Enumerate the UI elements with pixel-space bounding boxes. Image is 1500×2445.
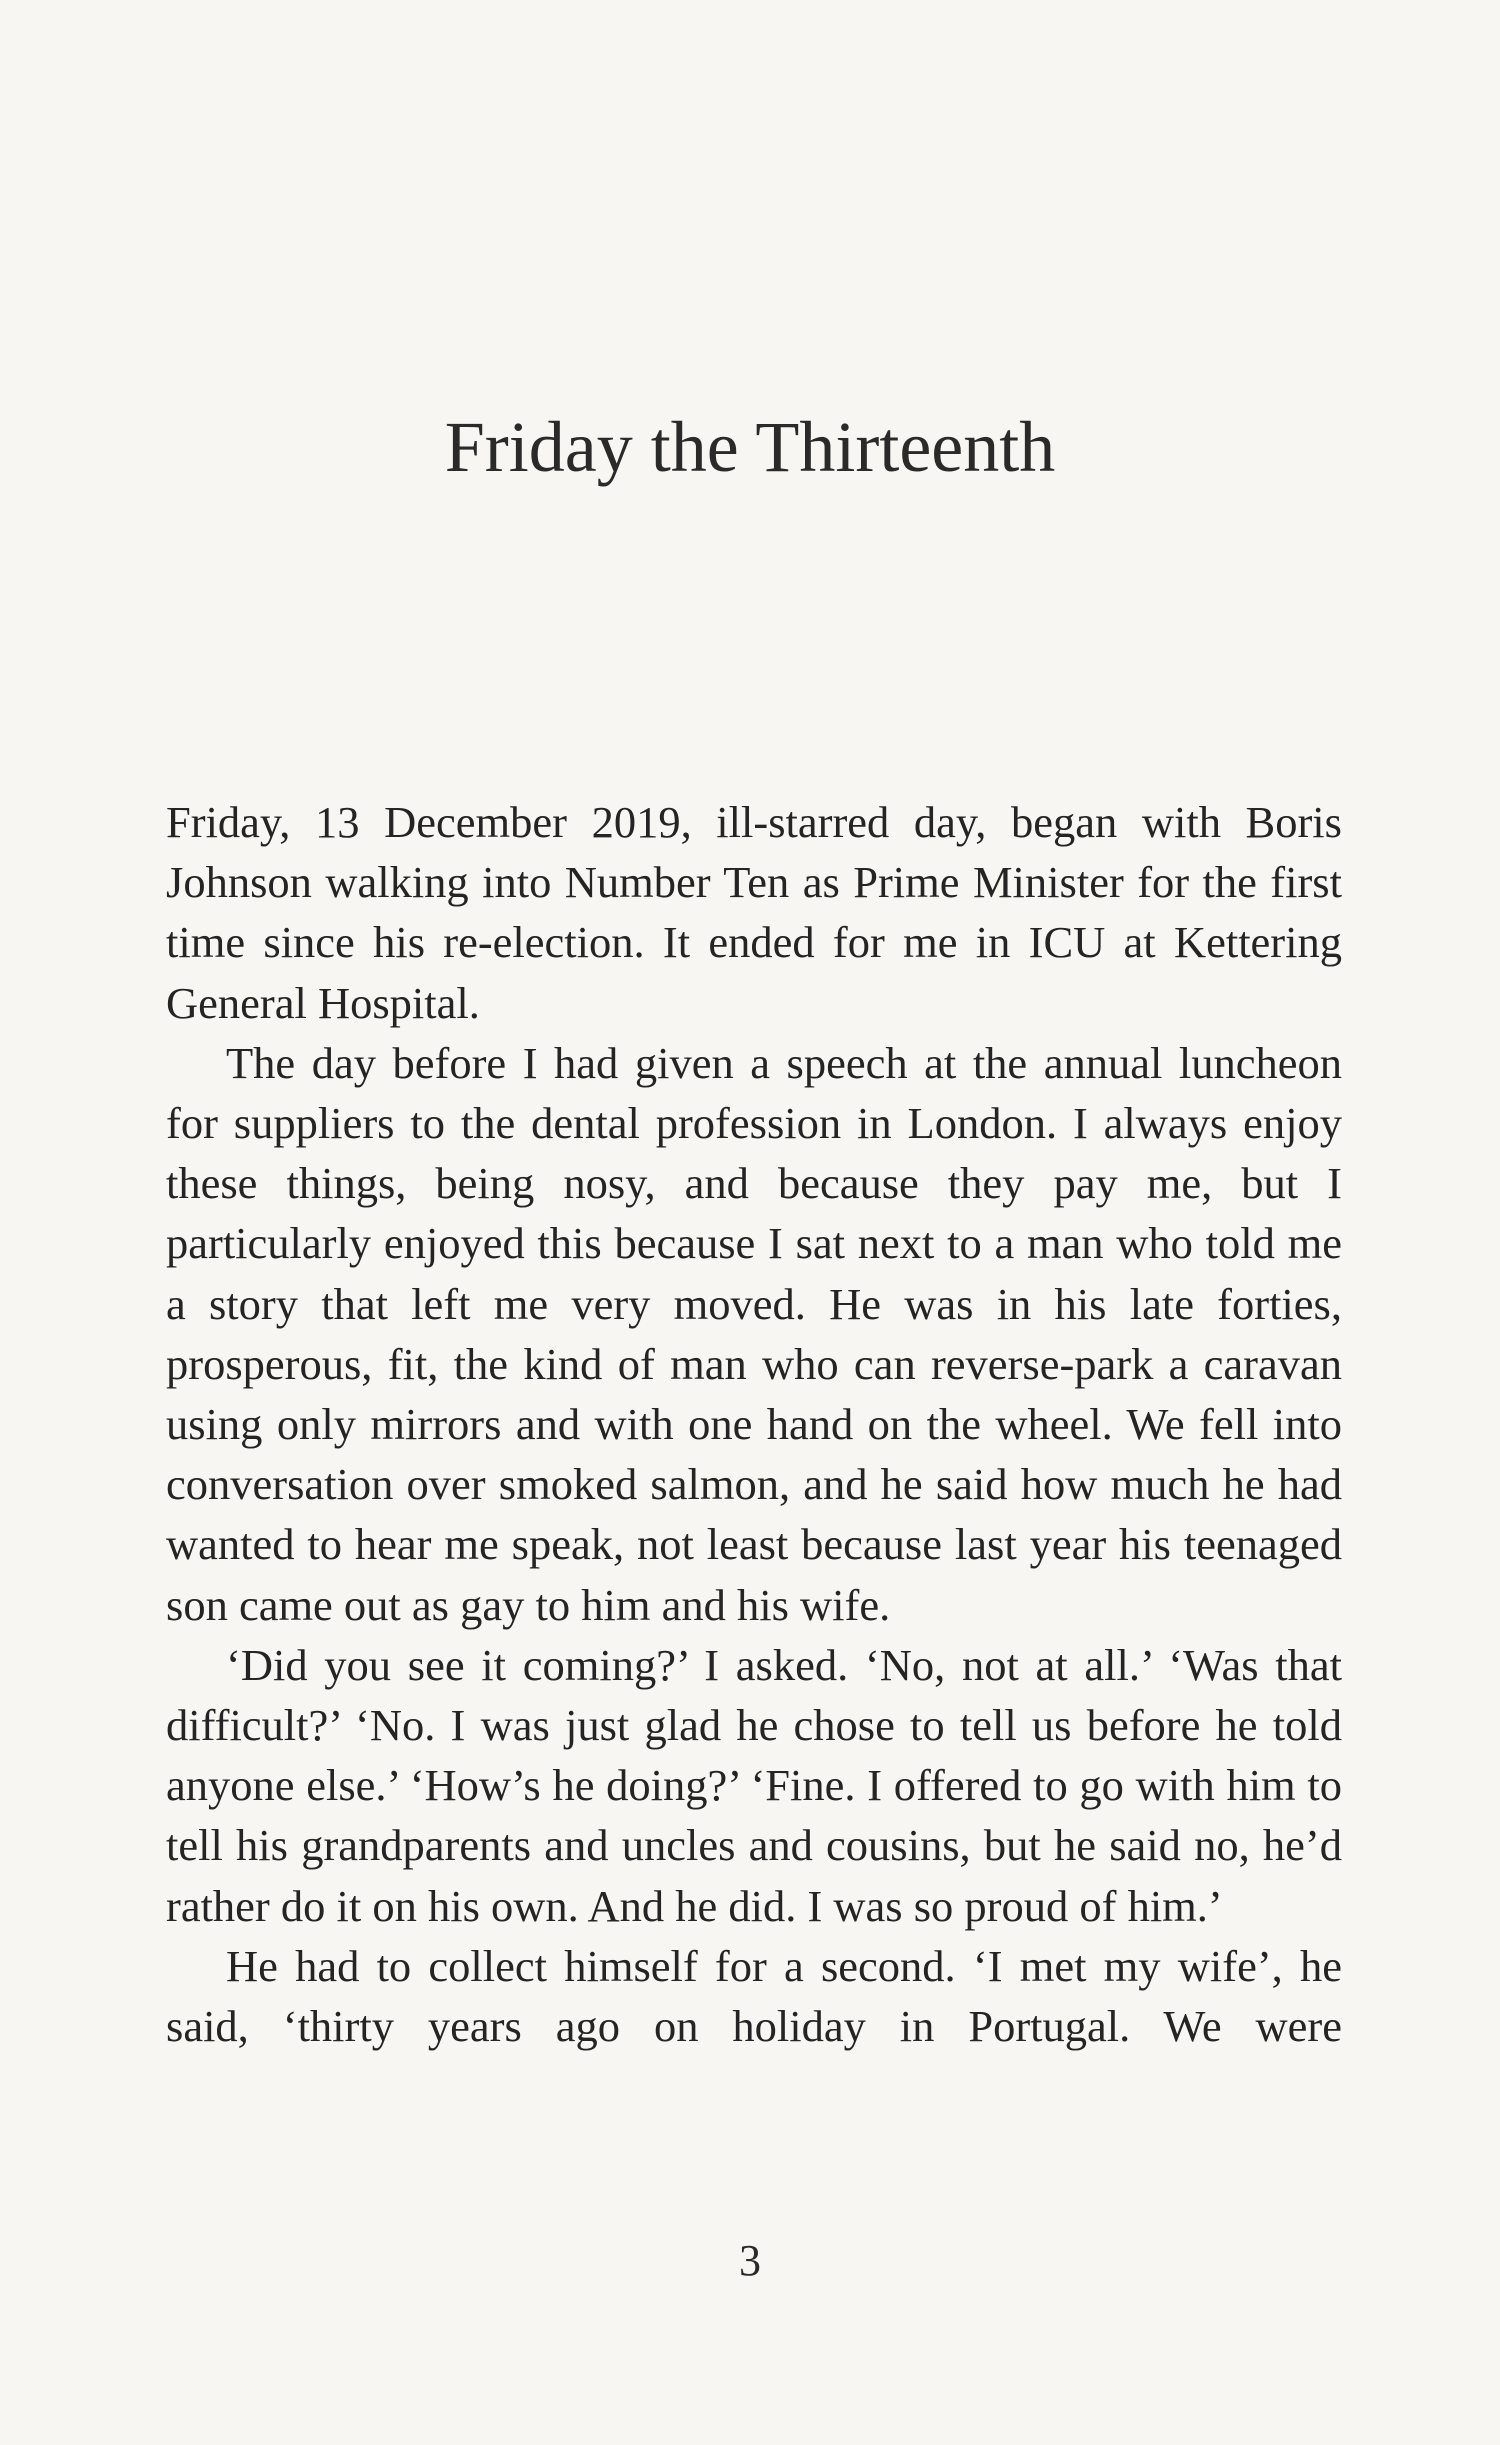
page-number: 3: [739, 2236, 761, 2285]
paragraph-3: ‘Did you see it coming?’ I asked. ‘No, not at all.’ ‘Was that difficult?’ ‘No. I was just glad he chose to tell us before he told anyone else.’ ‘How’s he doing?’ ‘Fine. I offered to go with him to tell his grandparents and uncles and cousins, but he said no, he’d rather do it on his own. And he did. I was so proud of him.’: [166, 1639, 1342, 1931]
paragraph-4: He had to collect himself for a second. ‘I met my wife’, he said, ‘thirty years ago on holiday in Portugal. We were: [166, 1940, 1342, 2052]
paragraph-1: Friday, 13 December 2019, ill-starred day, began with Boris Johnson walking into Number Ten as Prime Minister for the first time since his re-election. It ended for me in ICU at Kettering General Hospital.: [166, 797, 1342, 1028]
body-text: [166, 792, 1342, 2056]
paragraph-2: The day before I had given a speech at the annual luncheon for suppliers to the dental profession in London. I always enjoy these things, being nosy, and because they pay me, but I particularly enjoyed this because I sat next to a man who told me a story that left me very moved. He was in his late forties, prosperous, fit, the kind of man who can reverse-park a caravan using only mirrors and with one hand on the wheel. We fell into conversation over smoked salmon, and he said how much he had wanted to hear me speak, not least because last year his teenaged son came out as gay to him and his wife.: [166, 1037, 1342, 1630]
chapter-title: Friday the Thirteenth: [444, 407, 1056, 487]
